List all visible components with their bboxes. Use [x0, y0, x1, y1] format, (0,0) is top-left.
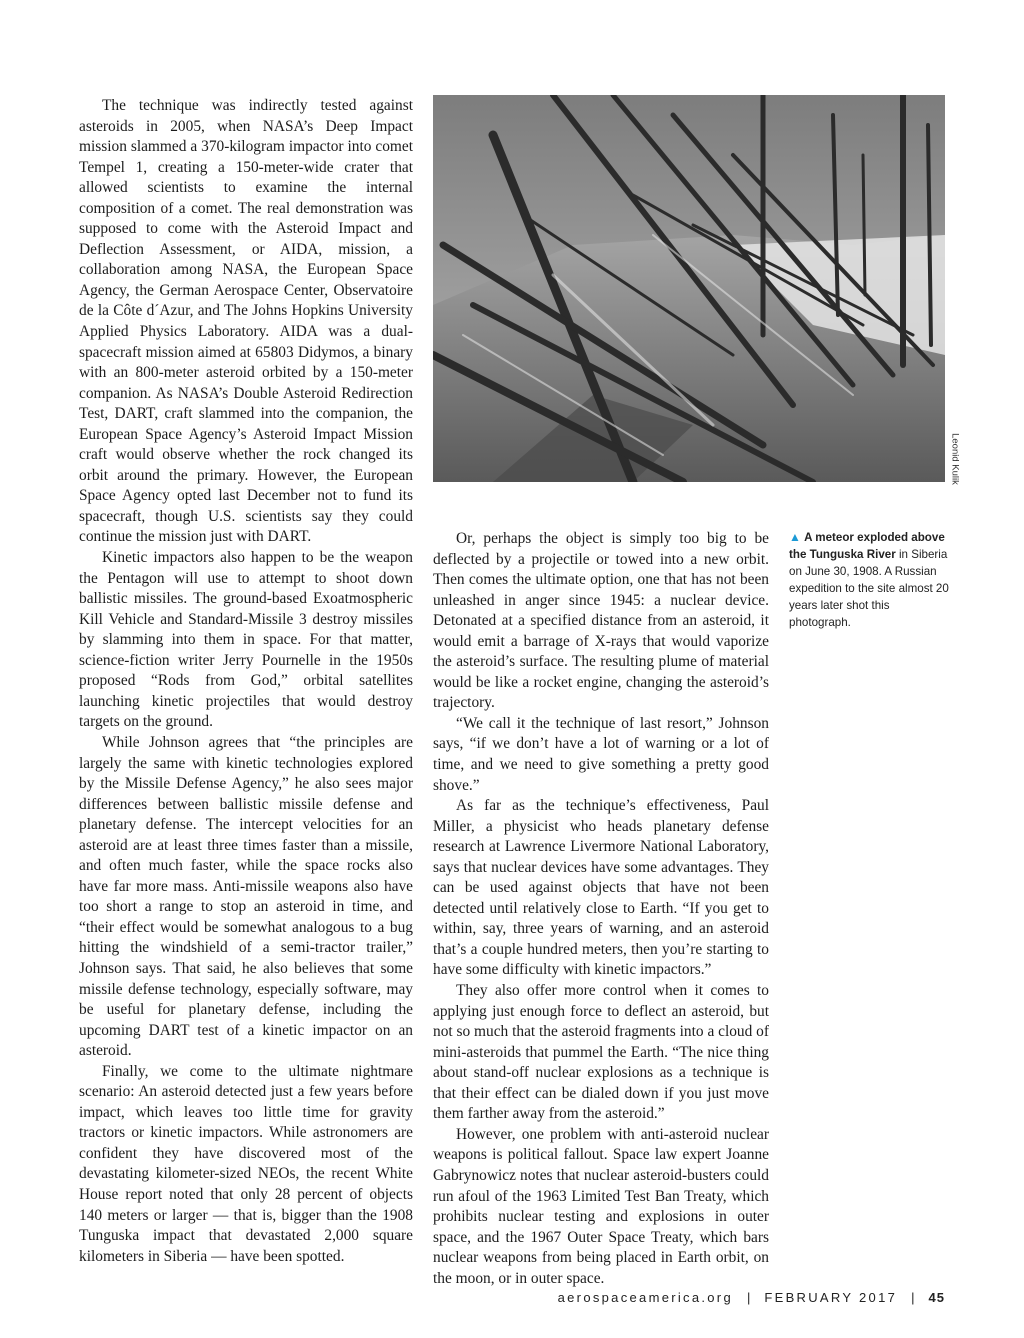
body-paragraph: However, one problem with anti-asteroid nuclear weapons is political fallout. Space law expert Joanne Gabrynowicz notes that nuclear asteroid-busters could run afoul of the 1963 Limited Test Ban Treaty, which prohibits nuclear testing and explosions in outer space, and the 1967 Outer Space Treaty, which bars nuclear weapons from being placed in Earth orbit, on the moon, or in outer space. — [433, 1125, 769, 1287]
up-triangle-icon: ▲ — [789, 530, 801, 544]
tunguska-photo — [433, 95, 945, 482]
fallen-trees-image — [433, 95, 945, 482]
caption-body: in Siberia on June 30, 1908. A Russian expedition to the site almost 20 years later shot this photograph. — [789, 548, 949, 630]
article-column-left — [79, 96, 413, 1267]
footer-separator: | — [746, 1290, 751, 1305]
page-footer — [0, 1290, 945, 1305]
article-column-middle — [433, 529, 769, 1289]
photo-credit — [949, 430, 961, 488]
body-paragraph: The technique was indirectly tested against asteroids in 2005, when NASA’s Deep Impact mission slammed a 370-kilogram impactor into comet Tempel 1, creating a 150-meter-wide crater that allowed scientists to examine the internal composition of a comet. The real demonstration was supposed to come with the Asteroid Impact and Deflection Assessment, or AIDA, mission, a collaboration among NASA, the European Space Agency, the German Aerospace Center, Observatoire de la Côte d´Azur, and The Johns Hopkins University Applied Physics Laboratory. AIDA was a dual-spacecraft mission aimed at 65803 Didymos, a binary with an 800-meter asteroid orbited by a 150-meter companion. As NASA’s Double Asteroid Redirection Test, DART, craft slammed into the companion, the European Space Agency’s Asteroid Impact Mission craft would observe whether the rock changed its orbit around the primary. However, the European Space Agency opted last December not to fund its spacecraft, though U.S. scientists say they could continue the mission just with DART. — [79, 97, 413, 546]
caption-lead: A meteor exploded above the Tunguska River — [789, 531, 945, 562]
photo-caption — [789, 529, 954, 632]
footer-issue: FEBRUARY 2017 — [764, 1290, 898, 1305]
footer-separator: | — [911, 1290, 915, 1305]
body-paragraph: Or, perhaps the object is simply too big to be deflected by a projectile or towed into a new orbit. Then comes the ultimate option, one that has not been unleashed in anger since 1945: a nuclear device. Detonated at a specified distance from an asteroid, it would emit a barrage of X-rays that would vaporize the asteroid’s surface. The resulting plume of material would be like a rocket engine, changing the asteroid’s trajectory. — [433, 530, 769, 712]
body-paragraph: Finally, we come to the ultimate nightmare scenario: An asteroid detected just a few years before impact, which leaves too little time for gravity tractors or kinetic impactors. While astronomers are confident they have discovered most of the devastating kilometer-sized NEOs, the recent White House report noted that only 28 percent of objects 140 meters or larger — that is, bigger than the 1908 Tunguska impact that devastated 2,000 square kilometers in Siberia — have been spotted. — [79, 1062, 413, 1265]
body-paragraph: As far as the technique’s effectiveness, Paul Miller, a physicist who heads planetary defense research at Lawrence Livermore National Laboratory, says that nuclear devices have some advantages. They can be used against objects that have not been detected until relatively close to Earth. “If you get to within, say, three years of warning, and an asteroid that’s a couple hundred meters, then you’re starting to have some difficulty with kinetic impactors.” — [433, 797, 769, 979]
photo-credit-text: Leonid Kulik — [949, 433, 961, 485]
footer-site: aerospaceamerica.org — [557, 1290, 733, 1305]
body-paragraph: They also offer more control when it comes to applying just enough force to deflect an asteroid, but not so much that the asteroid fragments into a cloud of mini-asteroids that pummel the Earth. “The nice thing about stand-off nuclear explosions as a technique is that their effect can be dialed down if you just move them farther away from the asteroid.” — [433, 982, 769, 1123]
page-number: 45 — [928, 1290, 945, 1305]
body-paragraph: While Johnson agrees that “the principles are largely the same with kinetic technologies explored by the Missile Defense Agency,” he also sees major differences between ballistic missile defense and planetary defense. The intercept velocities for an asteroid are at least three times faster than a missile, and often much faster, while the space rocks also have far more mass. Anti-missile weapons also have too short a range to stop an asteroid in time, and “their effect would be somewhat analogous to a bug hitting the windshield of a semi-tractor trailer,” Johnson says. That said, he also believes that some missile defense technology, especially software, may be useful for planetary defense, including the upcoming DART test of a kinetic impactor on an asteroid. — [79, 733, 413, 1060]
body-paragraph: “We call it the technique of last resort,” Johnson says, “if we don’t have a lot of warning or a lot of time, and we need to give something a pretty good shove.” — [433, 714, 769, 794]
body-paragraph: Kinetic impactors also happen to be the weapon the Pentagon will use to attempt to shoot down ballistic missiles. The ground-based Exoatmospheric Kill Vehicle and Standard-Missile 3 destroy missiles by slamming into them in space. For that matter, science-fiction writer Jerry Pournelle in the 1950s proposed “Rods from God,” orbital satellites launching kinetic projectiles that would destroy targets on the ground. — [79, 549, 413, 731]
